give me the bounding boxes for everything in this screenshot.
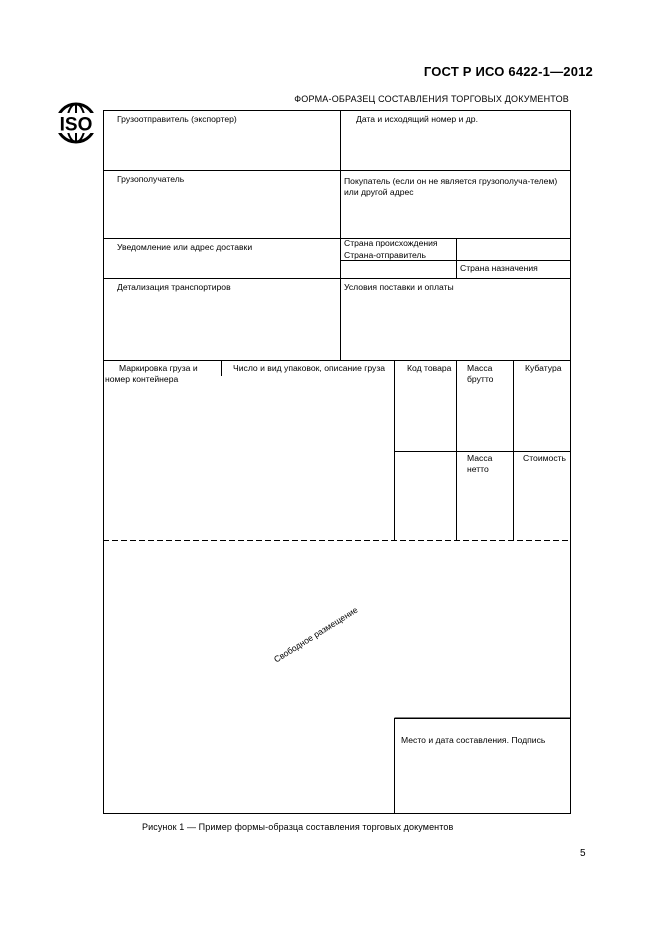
cube-label: Кубатура [525,363,562,373]
trade-document-form [103,110,571,814]
gross-mass-label: Масса брутто [467,363,494,384]
country-destination-label: Страна назначения [460,263,538,273]
date-reference-label: Дата и исходящий номер и др. [356,114,478,124]
consignor-label: Грузоотправитель (экспортер) [117,114,237,124]
marks-label: Маркировка груза и номер контейнера [105,363,198,384]
packages-label: Число и вид упаковок, описание груза [233,363,386,373]
commodity-code-label: Код товара [407,363,452,373]
logo-text: ISO [59,114,93,136]
place-date-signature-label: Место и дата составления. Подпись [401,735,546,745]
form-title: ФОРМА-ОБРАЗЕЦ СОСТАВЛЕНИЯ ТОРГОВЫХ ДОКУМЕНТОВ [294,94,569,104]
iso-logo [52,100,100,146]
transport-label: Детализация транспортиров [117,282,231,292]
figure-caption: Рисунок 1 — Пример формы-образца составления торговых документов [142,822,454,832]
terms-label: Условия поставки и оплаты [344,282,454,292]
consignee-label: Грузополучатель [117,174,185,184]
page-number: 5 [580,848,586,859]
net-mass-label: Масса нетто [467,453,493,474]
standard-number: ГОСТ Р ИСО 6422-1—2012 [423,64,593,79]
country-origin-label: Страна происхождения [344,238,438,248]
country-dispatch-label: Страна-отправитель [344,250,427,260]
value-label: Стоимость [523,453,567,463]
notify-label: Уведомление или адрес доставки [117,242,253,252]
free-area-label: Свободное размещение [272,604,360,665]
buyer-label: Покупатель (если он не является грузополуча-телем) или другой адрес [344,176,558,197]
